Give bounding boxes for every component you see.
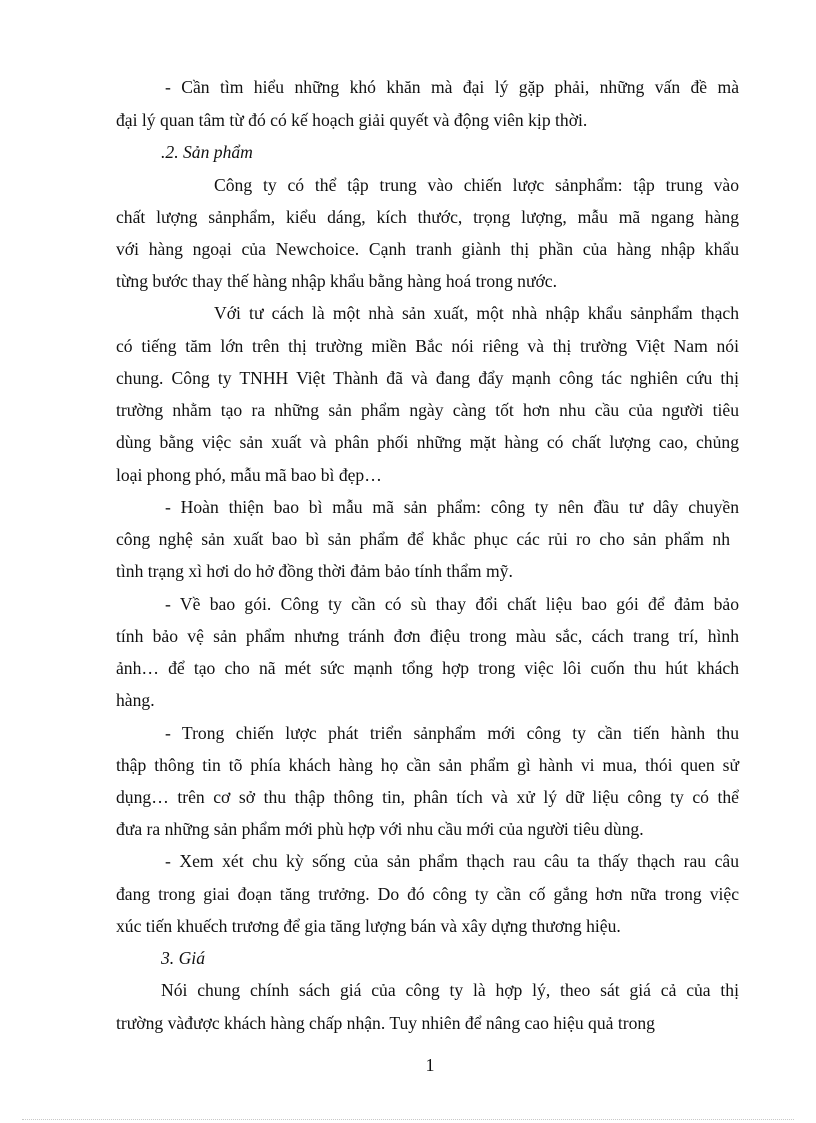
text-line: tình trạng xì hơi do hở đồng thời đảm bảo tính thẩm mỹ. <box>116 561 513 581</box>
text-line: Công ty có thể tập trung vào chiến lược sảnphẩm: tập trung vào <box>214 175 739 195</box>
section-heading-gia: 3. Giá <box>161 948 205 968</box>
page-number: 1 <box>425 1055 435 1075</box>
text-line: Với tư cách là một nhà sản xuất, một nhà nhập khẩu sảnphẩm thạch <box>214 303 739 323</box>
text-line: xúc tiến khuếch trương để gia tăng lượng bán và xây dựng thương hiệu. <box>116 916 621 936</box>
text-line: trường vàđược khách hàng chấp nhận. Tuy nhiên để nâng cao hiệu quả trong <box>116 1013 655 1033</box>
text-line: với hàng ngoại của Newchoice. Cạnh tranh giành thị phần của hàng nhập khẩu <box>116 239 739 259</box>
text-line: tính bảo vệ sản phẩm nhưng tránh đơn điệu trong màu sắc, cách trang trí, hình <box>116 626 739 646</box>
text-line: đưa ra những sản phẩm mới phù hợp với nhu cầu mới của người tiêu dùng. <box>116 819 644 839</box>
text-line: - Cần tìm hiểu những khó khăn mà đại lý gặp phải, những vấn đề mà <box>165 77 739 97</box>
text-line: đại lý quan tâm từ đó có kế hoạch giải quyết và động viên kịp thời. <box>116 110 588 130</box>
text-line: Nói chung chính sách giá của công ty là hợp lý, theo sát giá cả của thị <box>161 980 739 1000</box>
section-heading-san-pham: .2. Sản phẩm <box>161 142 253 162</box>
text-line: dùng bằng việc sản xuất và phân phối những mặt hàng có chất lượng cao, chủng <box>116 432 739 452</box>
text-line: thập thông tin tõ phía khách hàng họ cần sản phẩm gì hành vi mua, thói quen sử <box>116 755 739 775</box>
text-line: ảnh… để tạo cho nã mét sức mạnh tổng hợp trong việc lôi cuốn thu hút khách <box>116 658 739 678</box>
text-line: - Hoàn thiện bao bì mẫu mã sản phẩm: công ty nên đầu tư dây chuyền <box>165 497 739 517</box>
text-line: dụng… trên cơ sở thu thập thông tin, phân tích và xử lý dữ liệu công ty có thể <box>116 787 739 807</box>
text-line: trường nhằm tạo ra những sản phẩm ngày càng tốt hơn nhu cầu của người tiêu <box>116 400 739 420</box>
text-line: - Về bao gói. Công ty cần có sù thay đổi chất liệu bao gói để đảm bảo <box>165 594 739 614</box>
text-line: - Trong chiến lược phát triển sảnphẩm mới công ty cần tiến hành thu <box>165 723 739 743</box>
text-line: - Xem xét chu kỳ sống của sản phẩm thạch rau câu ta thấy thạch rau câu <box>165 851 739 871</box>
text-line: có tiếng tăm lớn trên thị trường miền Bắc nói riêng và thị trường Việt Nam nói <box>116 336 739 356</box>
text-line: công nghệ sản xuất bao bì sản phẩm để khắc phục các rủi ro cho sản phẩm nh <box>116 529 730 549</box>
text-line: đang trong giai đoạn tăng trưởng. Do đó công ty cần cố gắng hơn nữa trong việc <box>116 884 739 904</box>
text-line: chung. Công ty TNHH Việt Thành đã và đang đẩy mạnh công tác nghiên cứu thị <box>116 368 739 388</box>
text-line: loại phong phó, mẫu mã bao bì đẹp… <box>116 465 382 485</box>
text-line: hàng. <box>116 690 155 710</box>
text-line: chất lượng sảnphẩm, kiểu dáng, kích thước, trọng lượng, mẫu mã ngang hàng <box>116 207 739 227</box>
page-bottom-rule <box>22 1119 794 1120</box>
text-line: từng bước thay thế hàng nhập khẩu bằng hàng hoá trong nước. <box>116 271 558 291</box>
